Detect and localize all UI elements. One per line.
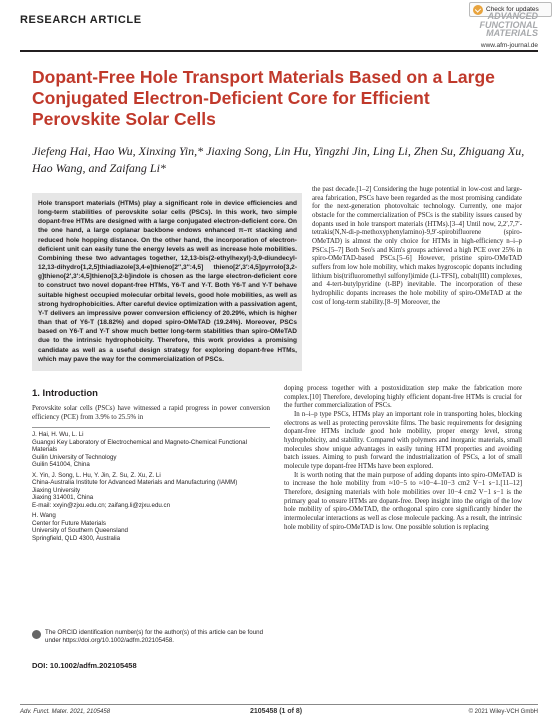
affiliations-block [32, 427, 270, 542]
footer-citation: Adv. Funct. Mater. 2021, 2105458 [20, 709, 111, 715]
affiliation-line: H. Wang [32, 512, 56, 519]
affiliation-line: Center for Future Materials [32, 519, 106, 527]
affiliation-line: University of Southern Queensland [32, 527, 128, 534]
header-divider [20, 50, 538, 52]
orcid-icon [32, 630, 41, 639]
footer-divider [20, 704, 538, 705]
affiliation-line: Guilin University of Technology [32, 453, 117, 461]
affiliation-email[interactable]: E-mail: xxyin@zjxu.edu.cn; zaifang.li@zjxu.edu.cn [32, 501, 171, 509]
paragraph: doping process together with a postoxidization step make the fabrication more complex.[10] Therefore, developing highly efficient dopant-free HTMs is crucial for the further commercialization of PSCs. [284, 385, 522, 410]
affiliation-line: Guangxi Key Laboratory of Electrochemical and Magneto-Chemical Functional Materials [32, 438, 247, 453]
affiliation-line: X. Yin, J. Song, L. Hu, Y. Jin, Z. Su, Z. Xu, Z. Li [32, 471, 161, 479]
journal-logo: ADVANCED FUNCTIONAL MATERIALS [479, 11, 538, 38]
orcid-note [32, 629, 270, 644]
intro-paragraph: Perovskite solar cells (PSCs) have witnessed a rapid progress in power conversion efficiency (PCE) from 3.9% to 25.5% in [32, 405, 270, 421]
affiliation-line: J. Hai, H. Wu, L. Li [32, 431, 84, 438]
affiliation-line: Springfield, QLD 4300, Australia [32, 534, 121, 542]
body-text-right-bottom [284, 385, 522, 532]
page-number: 2105458 (1 of 8) [250, 708, 303, 715]
affiliation-line: China-Australia Institute for Advanced Materials and Manufacturing (IAMM) [32, 479, 238, 486]
affiliation-line: Jiaxing 314001, China [32, 494, 94, 501]
abstract-text: Hole transport materials (HTMs) play a significant role in device efficiencies and long-term stabilities of perovskite solar cells (PSCs). In this work, two simple dopant-free HTMs are designed with a large conjugated electron-deficient core. On the one hand, a large coplanar backbone endows enhanced π–π stacking and reduced hole hopping distance. On the other hand, the incorporation of electron-deficient unit can easily tune the energy levels as well as increase hole mobilities. Combining these two advantages together, 12,13-bis(2-ethylhexyl)-3,9-diundecyl-12,13-dihydro[1,2,5]thiadiazole[3,4-e]thieno[2″,3″:4,5] thieno[2′,3′:4,5]pyrrolo[3,2-g]thieno[2′,3′:4,5]thieno[3,2-b]indole is chosen as the large electron-deficient core to construct two novel dopant-free HTMs, Y6-T and Y-T. Both Y6-T and Y-T behave suitable highest occupied molecular orbital levels, good hole mobilities, as well as strong hydrophobicities. After careful device optimization with a passivation agent, Y-T delivers an impressive power conversion efficiency of 20.29%, which is higher than that of Y6-T (18.82%) and doped spiro-OMeTAD (19.24%). Moreover, PSCs based on Y6-T and Y-T show much better long-term stabilities than spiro-OMeTAD due to the intrinsic hydrophobicity. Therefore, this work provides a promising candidate as well as a useful design strategy for exploring dopant-free HTMs, which may pave the way for the commercialization of PSCs. [38, 200, 297, 363]
affiliation-line: Jiaxing University [32, 486, 81, 494]
affiliation-line: Guilin 541004, China [32, 461, 90, 468]
orcid-note-text[interactable]: The ORCID identification number(s) for the author(s) of this article can be found under https://doi.org/10.1002/adfm.202105458. [45, 629, 264, 644]
journal-url[interactable]: www.afm-journal.de [480, 42, 538, 49]
paragraph: It is worth noting that the main purpose of adding dopants into spiro-OMeTAD is to increase the hole mobility from ≈10−5 to ≈10−4–10−3 cm2 V−1 s−1.[11–12] Therefore, designing materials with hole mobilities over 10−4 cm2 V−1 s−1 is the primary goal to ensure HTMs are dopant-free. Deep insight into the origin of the low hole mobility of spiro-OMeTAD, the orthogonal spiro core significantly hinder the intermolecular interactions as well as close molecule packing. As a result, the intrinsic hole mobility of spiro-OMeTAD is low. One possible solution is replacing [284, 471, 522, 531]
article-title: Dopant-Free Hole Transport Materials Based on a Large Conjugated Electron-Deficient Core for Efficient Perovskite Solar Cells [32, 67, 495, 129]
body-text-right-top: the past decade.[1–2] Considering the huge potential in low-cost and large-area fabrication, PSCs have been regarded as the most promising candidate for the next-generation photovoltaic technology. Currently, one major obstacle for the commercialization of PSCs is the stability issues caused by dopants used in hole transport materials (HTMs).[3–4] Until now, 2,2′,7,7′-tetrakis(N,N-di-p-methoxyphenylamino)-9,9′-spirobifluorene (spiro-OMeTAD) is almost the only choice for HTMs in high-efficiency n–i–p PSCs.[5–7] Both Seo's and Kim's groups achieved a high PCE over 25% in spiro-OMeTAD-based PSCs.[5–6] However, pristine spiro-OMeTAD suffers from low hole mobility, which makes hygroscopic dopants including lithium bis(trifluoromethyl sulfonyl)imide (Li-TFSI), cobalt(III) complexes, and 4-tert-butylpyridine (t-BP) inevitable. The incorporation of these hydrophilic dopants increases the hole mobility of spiro-OMeTAD at the cost of long-term stability.[8–9] Moreover, the [312, 186, 522, 306]
author-list: Jiefeng Hai, Hao Wu, Xinxing Yin,* Jiaxing Song, Lin Hu, Yingzhi Jin, Ling Li, Zhen Su, Zhiguang Xu, Hao Wang, and Zaifang Li* [32, 144, 525, 175]
section-label: RESEARCH ARTICLE [20, 14, 142, 26]
doi-link[interactable]: DOI: 10.1002/adfm.202105458 [32, 661, 137, 670]
copyright: © 2021 Wiley-VCH GmbH [468, 709, 538, 715]
section-heading-introduction: 1. Introduction [32, 388, 98, 399]
check-updates-label: Check for updates [486, 6, 539, 13]
paragraph: In n–i–p type PSCs, HTMs play an important role in transporting holes, blocking electrons as well as protecting perovskite films. The basic requirements for designing dopant-free HTMs include good hole mobility, proper energy level, strong hydrophobicity, and stability. Compared with polymers and inorganic materials, small molecules show unique advantages in easily tuning HTM properties and avoiding batch issues. Aiming to push forward the industrialization of PSCs, a lot of small molecule type dopant-free HTMs have been explored. [284, 410, 522, 470]
